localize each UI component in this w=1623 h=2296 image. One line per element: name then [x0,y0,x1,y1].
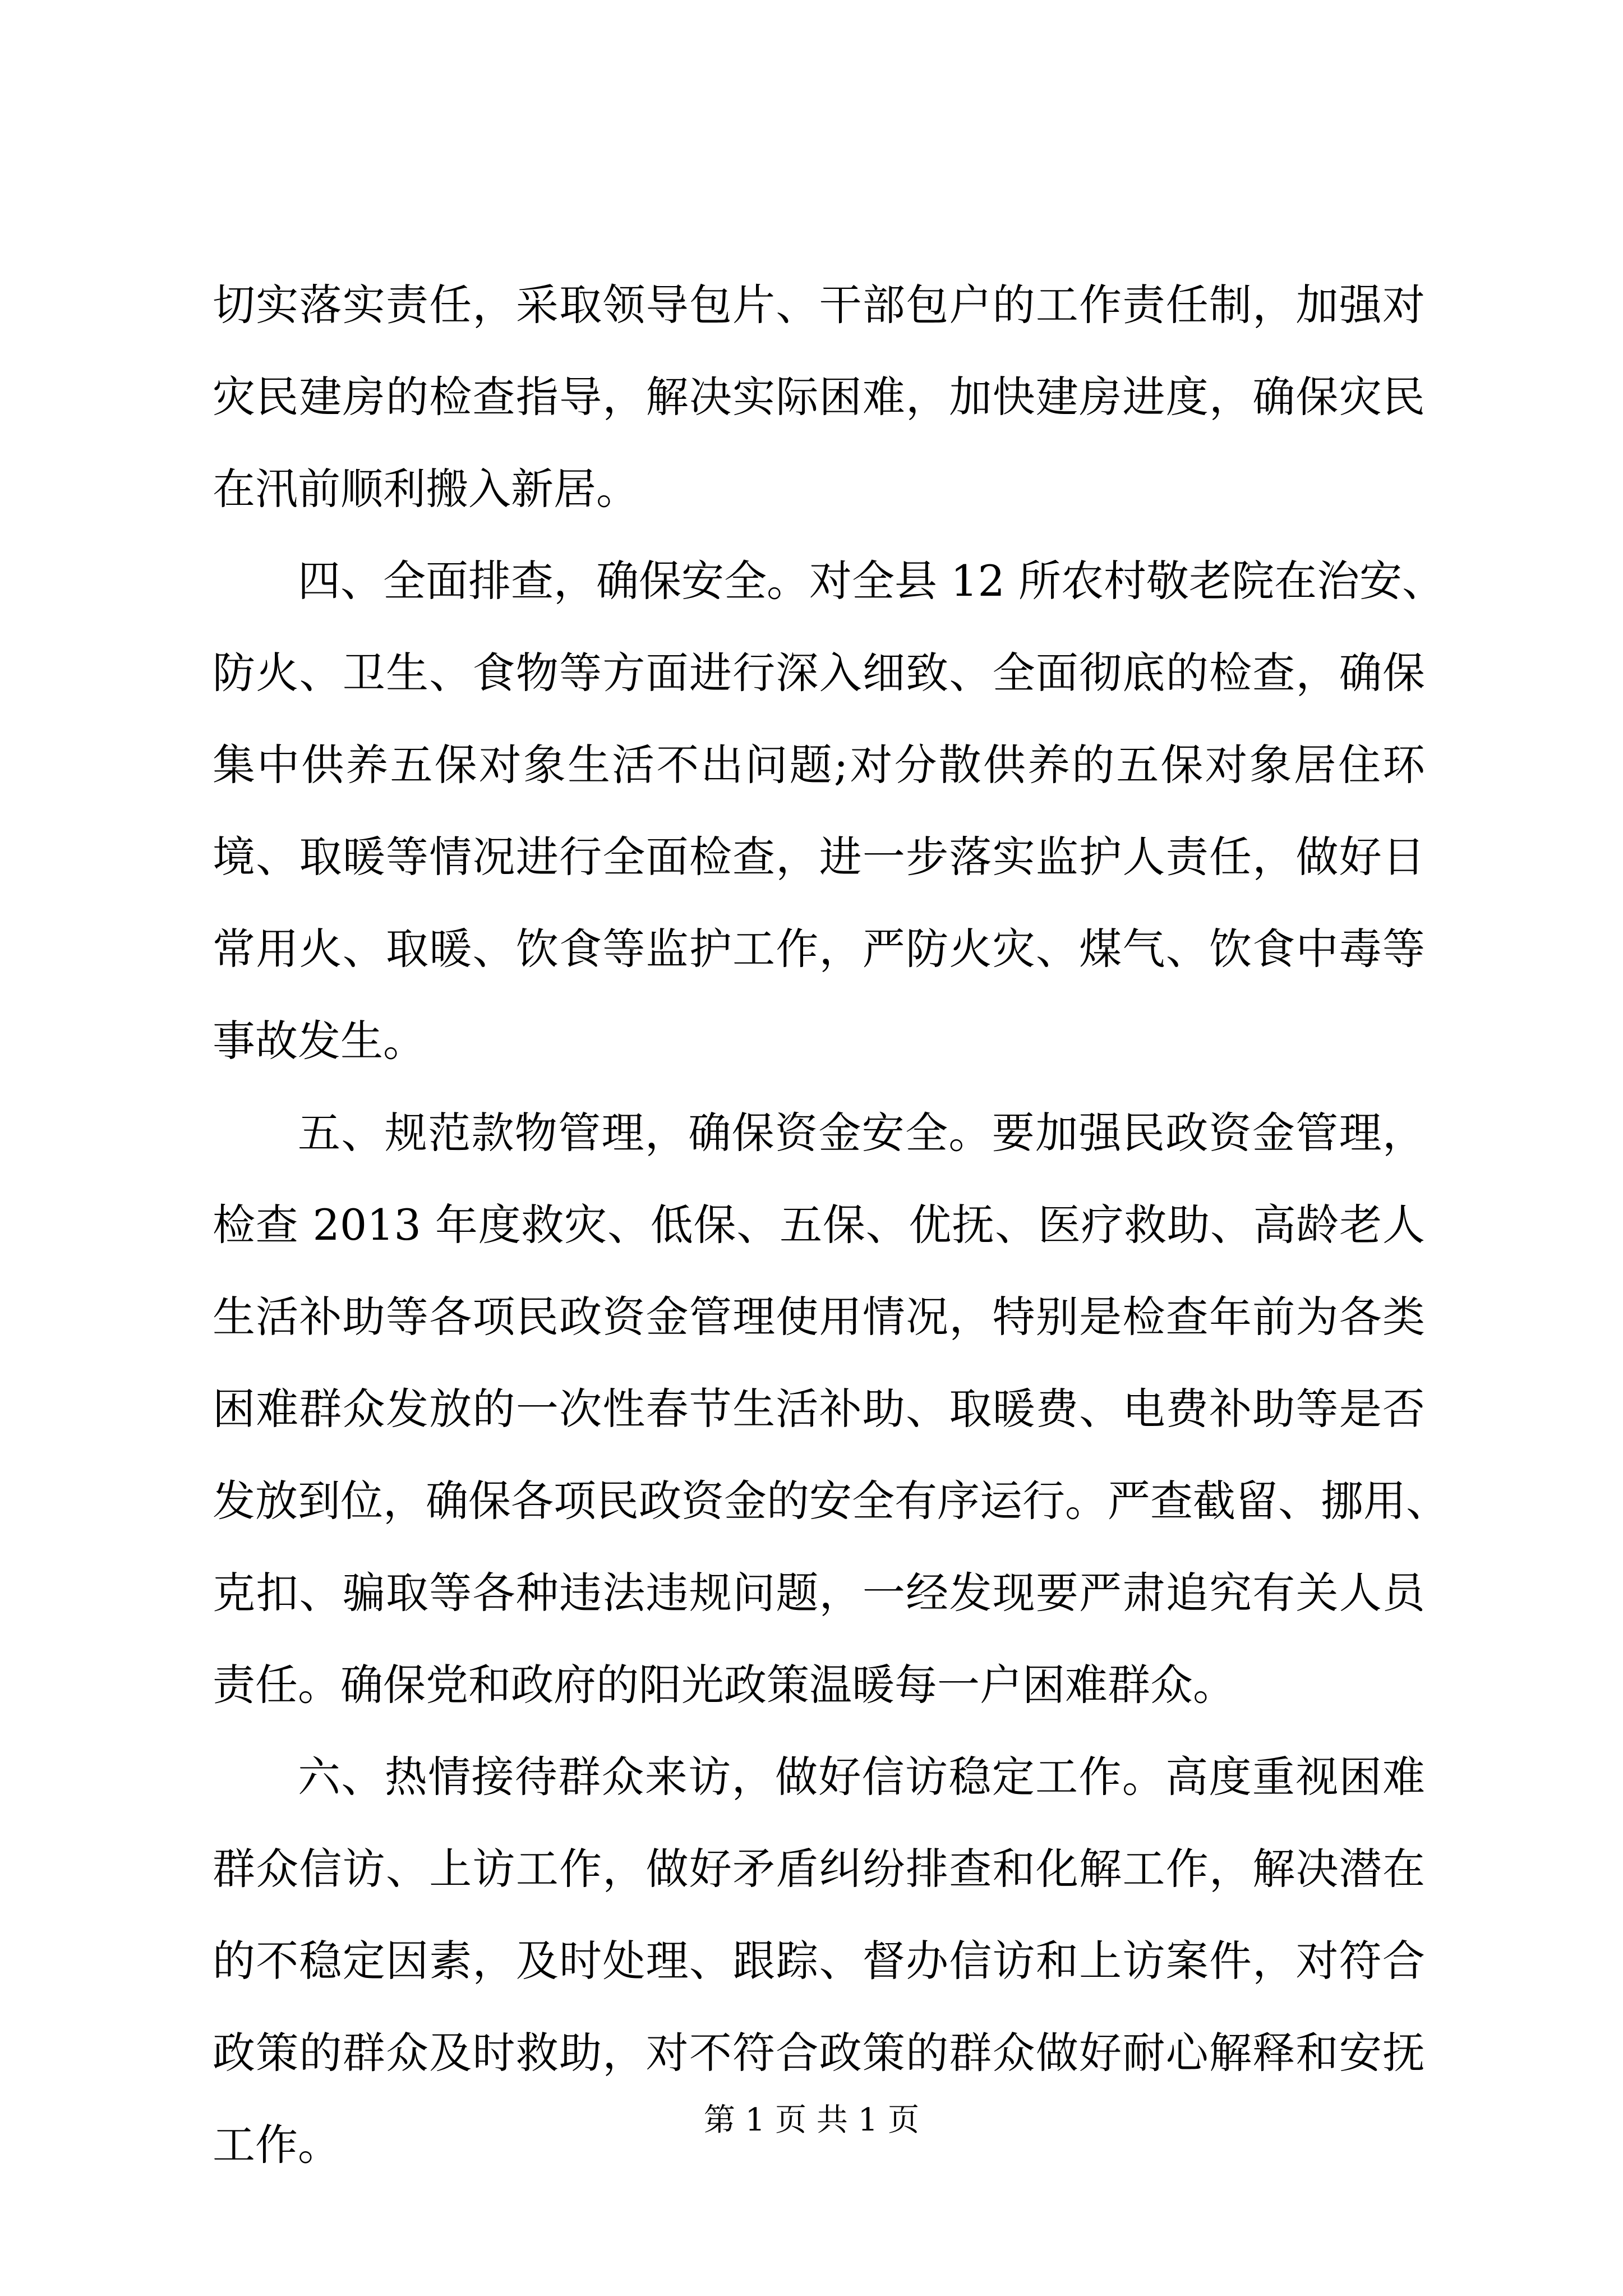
text-line: 切实落实责任，采取领导包片、干部包户的工作责任制，加强对 [213,280,1425,330]
text-line: 集中供养五保对象生活不出问题;对分散供养的五保对象居住环 [213,740,1425,790]
text-line: 四、全面排查，确保安全。对全县 12 所农村敬老院在治安、 [298,556,1445,606]
text-line: 六、热情接待群众来访，做好信访稳定工作。高度重视困难 [298,1752,1425,1802]
text-line: 责任。确保党和政府的阳光政策温暖每一户困难群众。 [213,1660,1235,1710]
text-line: 事故发生。 [213,1016,426,1066]
document-body [213,259,1449,2191]
paragraph-p-continuation [213,259,1425,535]
text-line: 发放到位，确保各项民政资金的安全有序运行。严查截留、挪用、 [213,1476,1449,1526]
text-line: 境、取暖等情况进行全面检查，进一步落实监护人责任，做好日 [213,832,1425,882]
text-line: 工作。 [213,2120,340,2170]
text-line: 防火、卫生、食物等方面进行深入细致、全面彻底的检查，确保 [213,648,1425,698]
text-line: 常用火、取暖、饮食等监护工作，严防火灾、煤气、饮食中毒等 [213,924,1425,974]
text-line: 在汛前顺利搬入新居。 [213,464,639,514]
text-line: 政策的群众及时救助，对不符合政策的群众做好耐心解释和安抚 [213,2028,1425,2078]
paragraph-p-section-5 [213,1087,1449,1731]
text-line: 检查 2013 年度救灾、低保、五保、优抚、医疗救助、高龄老人 [213,1200,1425,1250]
text-line: 困难群众发放的一次性春节生活补助、取暖费、电费补助等是否 [213,1384,1425,1434]
text-line: 生活补助等各项民政资金管理使用情况，特别是检查年前为各类 [213,1292,1425,1342]
text-line: 群众信访、上访工作，做好矛盾纠纷排查和化解工作，解决潜在 [213,1844,1425,1894]
text-line: 灾民建房的检查指导，解决实际困难，加快建房进度，确保灾民 [213,372,1425,422]
text-line: 的不稳定因素，及时处理、跟踪、督办信访和上访案件，对符合 [213,1936,1425,1986]
page-footer: 第 1 页 共 1 页 [703,2102,920,2138]
paragraph-p-section-4 [213,535,1445,1087]
text-line: 克扣、骗取等各种违法违规问题，一经发现要严肃追究有关人员 [213,1568,1425,1618]
text-line: 五、规范款物管理，确保资金安全。要加强民政资金管理， [298,1108,1425,1158]
